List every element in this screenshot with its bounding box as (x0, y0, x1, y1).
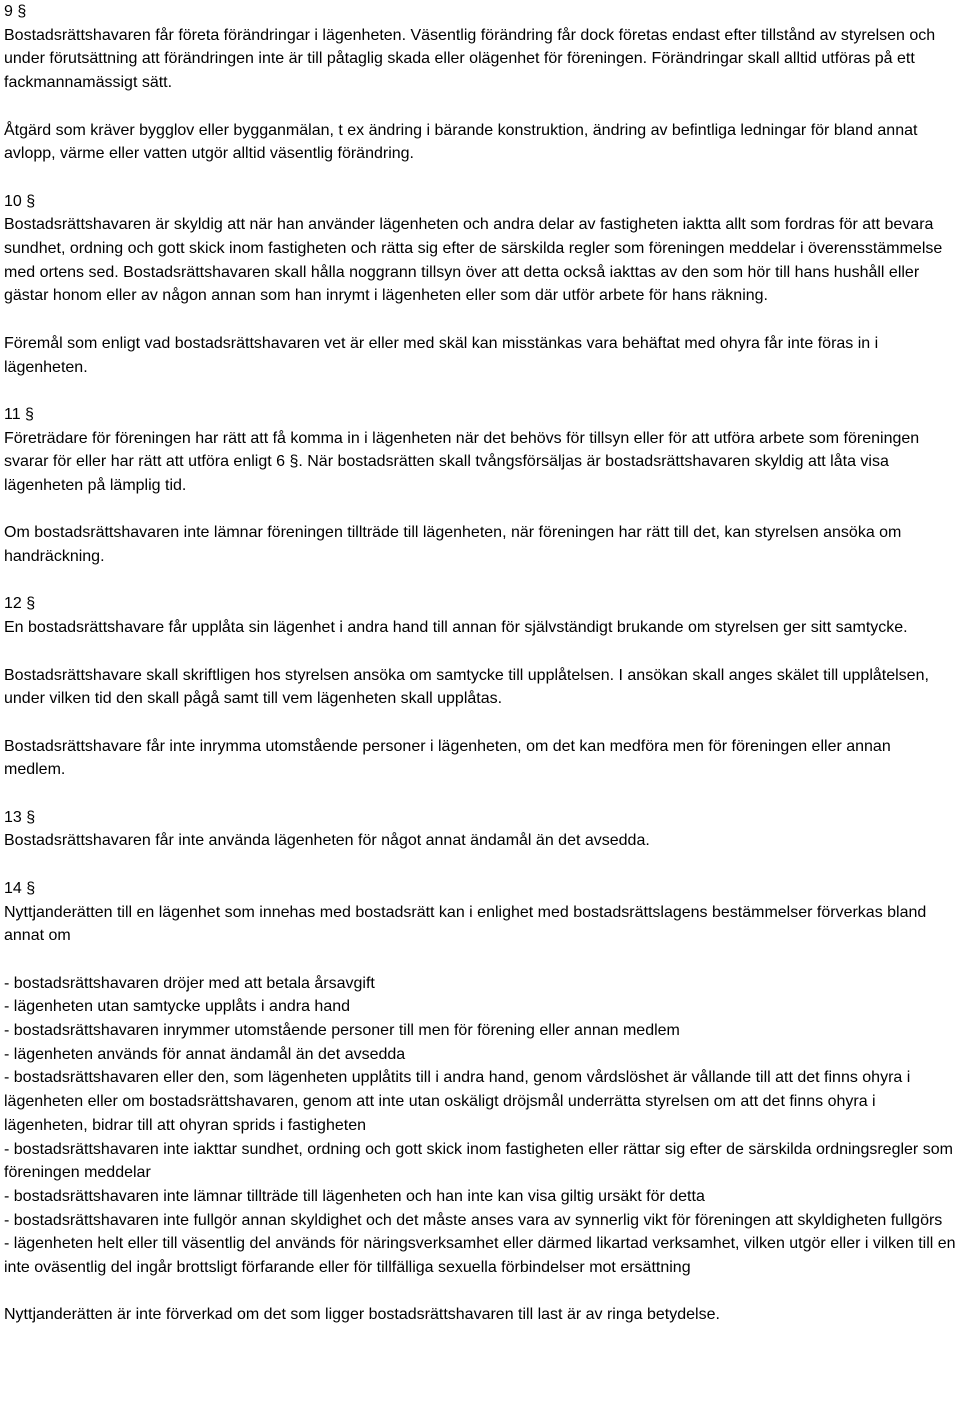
section-heading: 10 § (4, 192, 36, 210)
paragraph: Bostadsrättshavaren får företa förändringar i lägenheten. Väsentlig förändring får dock företas endast efter tillstånd av styrelsen och under förutsättning att förändringen inte är till påtaglig skada eller olägenhet för föreningen. Förändringar skall alltid utföras på ett fackmannamässigt sätt. (4, 26, 936, 92)
list-item: - bostadsrättshavaren inte fullgör annan skyldighet och det måste anses vara av synnerlig vikt för föreningen att skyldigheten fullgörs (4, 1211, 943, 1229)
list-item: - bostadsrättshavaren inrymmer utomstående personer till men för förening eller annan medlem (4, 1022, 680, 1040)
section-11 (4, 403, 956, 569)
section-9 (4, 0, 956, 166)
list-item: - bostadsrättshavaren inte iakttar sundhet, ordning och gott skick inom fastigheten eller rättar sig efter de särskilda ordningsregler som föreningen meddelar (4, 1140, 953, 1182)
section-heading: 14 § (4, 879, 36, 897)
list-item: - lägenheten utan samtycke upplåts i andra hand (4, 998, 351, 1016)
paragraph: Bostadsrättshavare skall skriftligen hos styrelsen ansöka om samtycke till upplåtelsen. I ansökan skall anges skälet till upplåtelsen, under vilken tid den skall pågå samt till vem lägenheten skall upplåtas. (4, 666, 929, 708)
list-item: - lägenheten används för annat ändamål än det avsedda (4, 1045, 406, 1063)
paragraph: Om bostadsrättshavaren inte lämnar föreningen tillträde till lägenheten, när föreningen har rätt till det, kan styrelsen ansöka om handräckning. (4, 524, 902, 566)
list-item: - bostadsrättshavaren dröjer med att betala årsavgift (4, 974, 375, 992)
section-heading: 9 § (4, 3, 27, 20)
section-10 (4, 190, 956, 380)
list-item: - lägenheten helt eller till väsentlig del används för näringsverksamhet eller därmed likartad verksamhet, vilken utgör eller i vilken till en inte oväsentlig del ingår brottsligt förfarande eller för tillfälliga sexuella förbindelser mot ersättning (4, 1235, 956, 1277)
paragraph: Bostadsrättshavaren får inte använda lägenheten för något annat ändamål än det avsedda. (4, 832, 650, 850)
paragraph: Föremål som enligt vad bostadsrättshavaren vet är eller med skäl kan misstänkas vara behäftat med ohyra får inte föras in i lägenheten. (4, 334, 879, 376)
section-heading: 13 § (4, 808, 36, 826)
section-12 (4, 592, 956, 782)
paragraph: En bostadsrättshavare får upplåta sin lägenhet i andra hand till annan för självständigt brukande om styrelsen ger sitt samtycke. (4, 619, 908, 637)
section-13 (4, 806, 956, 853)
paragraph: Bostadsrättshavare får inte inrymma utomstående personer i lägenheten, om det kan medföra men för föreningen eller annan medlem. (4, 737, 891, 779)
paragraph: Bostadsrättshavaren är skyldig att när han använder lägenheten och andra delar av fastigheten iaktta allt som fordras för att bevara sundhet, ordning och gott skick inom fastigheten och rätta sig efter de särskilda regler som föreningen meddelar i överensstämmelse med ortens sed. Bostadsrättshavaren skall hålla noggrann tillsyn över att detta också iakttas av den som hör till hans hushåll eller gästar honom eller av någon annan som han inrymt i lägenheten eller som där utför arbete för hans räkning. (4, 216, 943, 305)
paragraph: Företrädare för föreningen har rätt att få komma in i lägenheten när det behövs för tillsyn eller för att utföra arbete som föreningen svarar för eller har rätt att utföra enligt 6 §. När bostadsrätten skall tvångsförsäljas är bostadsrättshavaren skyldig att låta visa lägenheten på lämplig tid. (4, 429, 920, 494)
forfeiture-list (4, 972, 956, 1280)
section-heading: 11 § (4, 405, 34, 423)
closing-paragraph: Nyttjanderätten är inte förverkad om det som ligger bostadsrättshavaren till last är av ringa betydelse. (4, 1306, 720, 1324)
section-14 (4, 877, 956, 1327)
paragraph: Nyttjanderätten till en lägenhet som innehas med bostadsrätt kan i enlighet med bostadsrättslagens bestämmelser förverkas bland annat om (4, 903, 927, 945)
list-item: - bostadsrättshavaren eller den, som lägenheten upplåtits till i andra hand, genom vårdslöshet är vållande till att det finns ohyra i lägenheten eller om bostadsrättshavaren, genom att inte utan oskäligt dröjsmål underrätta styrelsen om att det finns ohyra i lägenheten, bidrar till att ohyran sprids i fastigheten (4, 1069, 911, 1134)
paragraph: Åtgärd som kräver bygglov eller bygganmälan, t ex ändring i bärande konstruktion, ändring av befintliga ledningar för bland annat avlopp, värme eller vatten utgör alltid väsentlig förändring. (4, 121, 918, 163)
list-item: - bostadsrättshavaren inte lämnar tillträde till lägenheten och han inte kan visa giltig ursäkt för detta (4, 1187, 705, 1205)
section-heading: 12 § (4, 595, 36, 613)
